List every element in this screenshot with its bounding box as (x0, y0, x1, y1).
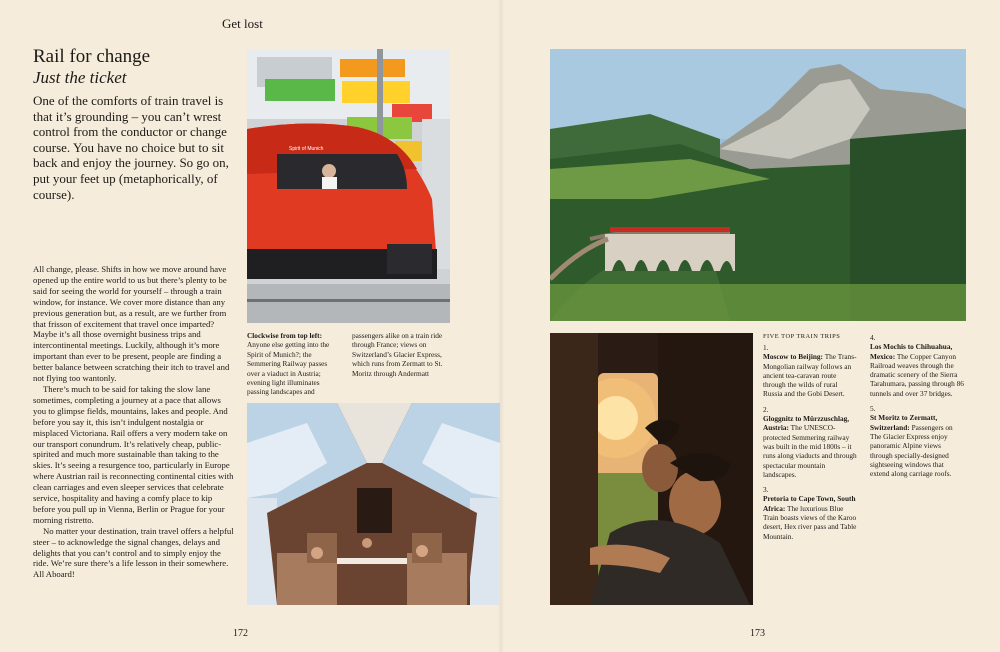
trip-route: Los Mochis to Chihuahua, Mexico: (870, 342, 953, 361)
photo-caption-part1 (247, 331, 342, 397)
photo-red-train (247, 49, 450, 323)
trip-desc: The Copper Canyon Railroad weaves through the dramatic scenery of the Sierra Tarahumara, passing through 86 tunnels and over 37 bridges. (870, 351, 964, 398)
page-number-right: 173 (750, 628, 765, 639)
train-sign-text: Spirit of Munich (289, 146, 324, 152)
trips-heading: FIVE TOP TRAIN TRIPS (763, 333, 841, 340)
trip-number: 3. (763, 485, 769, 495)
trip-route: Pretoria to Cape Town, South Africa: (763, 494, 856, 513)
trip-number: 2. (763, 404, 769, 414)
trip-number: 5. (870, 404, 876, 414)
body-paragraph: There’s much to be said for taking the slow lane sometimes, completing a journey at a pace that allows you to glimpse fields, mountains, lakes and people. And before you say it, this isn’t indulgent nostalgia or misplaced Victoriana. Rail offers a very modern take on our transport conundrum. It’s relatively cheap, public-spirited and much more sustainable than taking to the skies. It’s seeing a resurgence too, particularly in Europe where Austrian rail is reconnecting continental cities with clean carriages and even sleeper services that celebrate service, hospitality and having a comfy place to kip before you pull up in Vienna, Berlin or Prague for your morning ristretto. (33, 383, 234, 525)
photo-passengers-window (550, 333, 753, 605)
article-body (33, 264, 235, 580)
trip-desc: The luxurious Blue Train boasts views of the Karoo desert, Hex river pass and Table Mountain. (763, 503, 857, 541)
trip-desc: Passengers on The Glacier Express enjoy panoramic Alpine views through specially-designed sightseeing windows that extend along carriage roofs. (870, 422, 953, 479)
trip-number: 1. (763, 343, 769, 352)
trip-item (763, 485, 858, 541)
trip-item (763, 405, 858, 479)
body-paragraph: No matter your destination, train travel offers a helpful steer – to acknowledge the signal changes, delays and delights that you can’t control and to simply enjoy the ride. We’re sure there’s a life lesson in their somewhere. All Aboard! (33, 525, 234, 580)
trip-route: St Moritz to Zermatt, Switzerland: (870, 413, 938, 432)
trips-column-1 (763, 343, 858, 547)
trip-item (870, 333, 965, 398)
article-subtitle: Just the ticket (33, 68, 127, 87)
photo-caption-part2: passengers alike on a train ride through France; views on Switzerland’s Glacier Express, which runs from Zermatt to St. Moritz through Andermatt (352, 331, 443, 378)
trips-column-2 (870, 333, 965, 484)
trip-number: 4. (870, 333, 876, 342)
trip-route: Gloggnitz to Mürzzuschlag, Austria: (763, 414, 850, 433)
caption-text: Anyone else getting into the Spirit of Munich?; the Semmering Railway passes over a viaduct in Austria; evening light illuminates passing landscapes and (247, 340, 330, 397)
caption-lead: Clockwise from top left: (247, 331, 323, 340)
trip-item (763, 343, 858, 399)
section-label: Get lost (222, 16, 263, 31)
trip-desc: The Trans-Mongolian railway follows an ancient tea-caravan route through the wilds of rural Russia and the Gobi Desert. (763, 352, 857, 399)
article-intro: One of the comforts of train travel is that it’s grounding – you can’t wrest control from the conductor or change course. You have no choice but to sit back and enjoy the journey. So go on, put your feet up (metaphorically, of course). (33, 93, 229, 202)
trip-desc: The UNESCO-protected Semmering railway was built in the mid 1800s – it runs along viaducts and through spectacular mountain landscapes. (763, 423, 857, 479)
trip-route: Moscow to Beijing: (763, 352, 823, 362)
page-number-left: 172 (233, 628, 248, 639)
trip-item (870, 404, 965, 478)
photo-semmering-viaduct (550, 49, 966, 321)
body-paragraph: All change, please. Shifts in how we move around have opened up the entire world to us but there’s plenty to be said for seeing the world for yourself – through a train window, for instance. We cover more distance than any previous generation but, as a result, are we further from that frisson of excitement that travel once imparted? Maybe it’s all those overnight business trips and intercontinental meetings. Luckily, although it’s more important than ever to be present, people are finding a better balance between scratching their itch to travel and not flying too wantonly. (33, 264, 230, 384)
photo-glacier-express-interior (247, 403, 500, 605)
article-title: Rail for change (33, 46, 151, 67)
